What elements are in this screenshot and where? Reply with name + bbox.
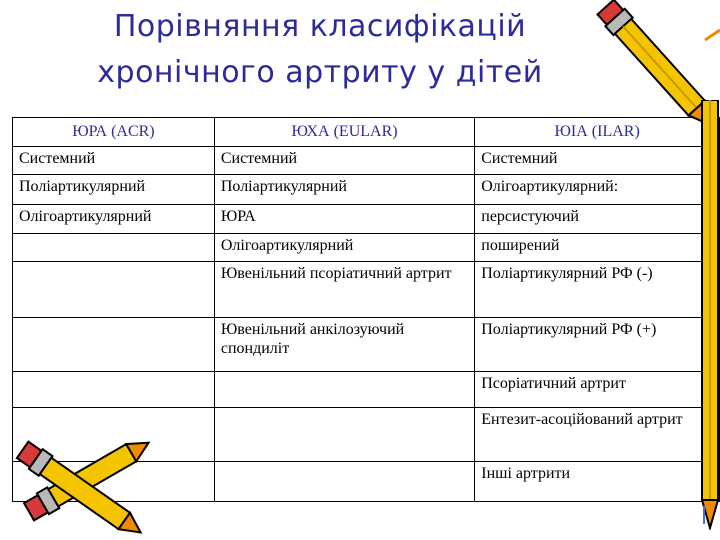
table-row [13, 147, 720, 175]
table-cell: Ентезит-асоційований артрит [475, 408, 720, 462]
table-cell [214, 408, 474, 462]
table-row [13, 318, 720, 372]
table-cell: Ювенільний псоріатичний артрит [214, 262, 474, 318]
table-row [13, 262, 720, 318]
crossed-pencils-icon [0, 420, 160, 540]
table-cell: Поліартикулярний РФ (+) [475, 318, 720, 372]
header-acr: ЮРА (ACR) [13, 118, 215, 147]
table-cell: Системний [475, 147, 720, 175]
table-cell [13, 234, 215, 262]
table-cell: Псоріатичний артрит [475, 372, 720, 408]
table-cell [214, 372, 474, 408]
table-row [13, 175, 720, 205]
table-cell [214, 462, 474, 502]
table-cell: персистуючий [475, 205, 720, 234]
title-line-2: хронічного артриту у дітей [97, 55, 543, 90]
header-eular: ЮХА (EULAR) [214, 118, 474, 147]
table-cell: Ювенільний анкілозуючий спондиліт [214, 318, 474, 372]
table-cell: Інші артрити [475, 462, 720, 502]
table-cell: Поліартикулярний [13, 175, 215, 205]
table-cell [13, 262, 215, 318]
table-cell: Системний [13, 147, 215, 175]
title-line-1: Порівняння класифікацій [113, 9, 527, 44]
table-row [13, 234, 720, 262]
table-cell: Олігоартикулярний [13, 205, 215, 234]
table-cell: Поліартикулярний [214, 175, 474, 205]
table-cell [13, 318, 215, 372]
table-cell: поширений [475, 234, 720, 262]
table-cell: Поліартикулярний РФ (-) [475, 262, 720, 318]
table-cell: Системний [214, 147, 474, 175]
table-cell: ЮРА [214, 205, 474, 234]
slide-title [20, 4, 620, 96]
table-cell: Олігоартикулярний: [475, 175, 720, 205]
pencil-icon [700, 100, 720, 530]
table-row [13, 205, 720, 234]
table-row [13, 372, 720, 408]
header-ilar: ЮІА (ILAR) [475, 118, 720, 147]
table-cell [13, 372, 215, 408]
table-cell: Олігоартикулярний [214, 234, 474, 262]
